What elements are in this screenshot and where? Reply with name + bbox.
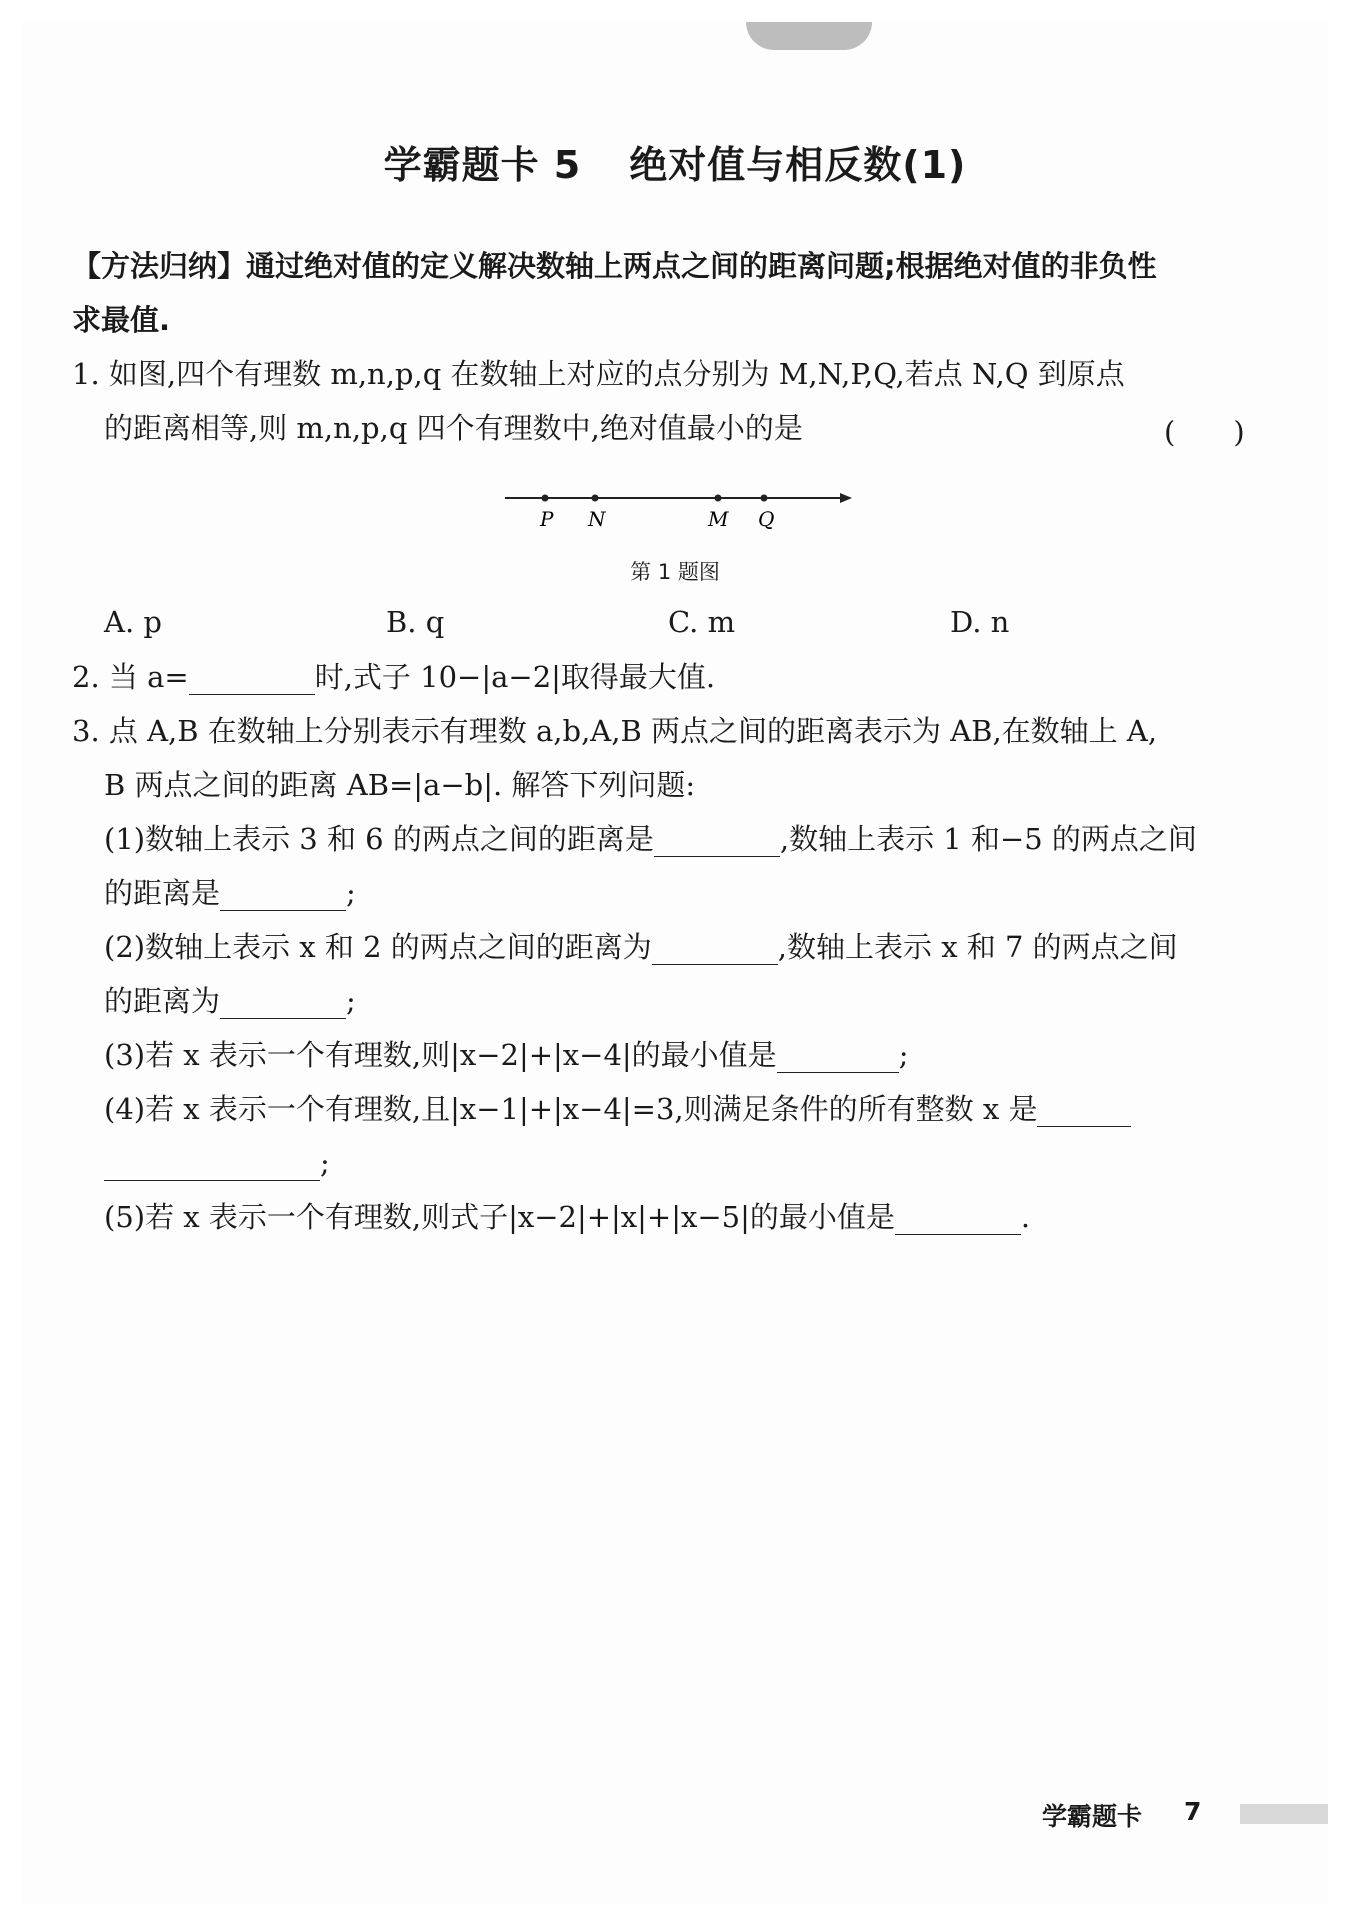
point-m-label: M xyxy=(708,507,729,531)
q3-part2-line xyxy=(104,929,1178,965)
page-title xyxy=(0,134,1350,189)
q3-part1-blank-1[interactable] xyxy=(654,826,780,857)
point-q-label: Q xyxy=(758,507,775,531)
q3-part1-line-2 xyxy=(104,875,356,911)
point-p-dot xyxy=(542,495,549,502)
option-d: D. n xyxy=(950,605,1010,639)
method-line-1 xyxy=(72,248,1157,284)
q3-part4-blank-2[interactable] xyxy=(104,1150,320,1181)
q3-part5-text: (5)若 x 表示一个有理数,则式子|x−2|+|x|+|x−5|的最小值是 xyxy=(104,1200,895,1234)
point-p-label: P xyxy=(540,507,554,531)
q2-blank[interactable] xyxy=(189,664,315,695)
q3-part2-blank-2[interactable] xyxy=(220,988,346,1019)
q3-part2-line-2 xyxy=(104,983,356,1019)
title-number: 学霸题卡 5 xyxy=(383,143,582,187)
q3-part1-blank-2[interactable] xyxy=(220,880,346,911)
q3-part1-text: (1)数轴上表示 3 和 6 的两点之间的距离是 xyxy=(104,822,654,856)
footer-bar-decoration xyxy=(1240,1804,1328,1824)
top-tab-decoration xyxy=(746,22,872,50)
method-line-2: 求最值. xyxy=(72,303,171,337)
q3-part2-text-3: 的距离为 xyxy=(104,984,221,1018)
number-line-figure xyxy=(500,480,860,540)
title-text: 绝对值与相反数(1) xyxy=(629,143,967,187)
q2-after: 时,式子 10−|a−2|取得最大值. xyxy=(314,660,716,694)
q3-part5-period: . xyxy=(1020,1200,1031,1234)
option-c: C. m xyxy=(668,605,736,639)
q3-part1-text-3: 的距离是 xyxy=(104,876,221,910)
option-a: A. p xyxy=(104,605,162,639)
q3-part1-text-2: ,数轴上表示 1 和−5 的两点之间 xyxy=(779,822,1197,856)
point-m-dot xyxy=(715,495,722,502)
q1-line-2: 的距离相等,则 m,n,p,q 四个有理数中,绝对值最小的是 xyxy=(104,411,803,445)
option-b: B. q xyxy=(386,605,445,639)
q1-line-1: 1. 如图,四个有理数 m,n,p,q 在数轴上对应的点分别为 M,N,P,Q,若点 N,Q 到原点 xyxy=(72,357,1125,391)
q3-line-2: B 两点之间的距离 AB=|a−b|. 解答下列问题: xyxy=(104,768,696,802)
q3-part1-semicolon: ; xyxy=(346,876,356,910)
number-line-arrow xyxy=(840,493,852,503)
q3-part3-blank[interactable] xyxy=(777,1042,899,1073)
figure-caption: 第 1 题图 xyxy=(630,560,720,584)
q3-part5-blank[interactable] xyxy=(895,1204,1021,1235)
q3-part4-line-2 xyxy=(104,1145,330,1181)
point-n-label: N xyxy=(588,507,606,531)
footer-label: 学霸题卡 xyxy=(1042,1802,1143,1831)
q2-before: 2. 当 a= xyxy=(72,660,189,694)
method-label: 【方法归纳】 xyxy=(72,249,247,283)
q3-part3-line xyxy=(104,1037,908,1073)
q2-line xyxy=(72,659,715,695)
method-text-1: 通过绝对值的定义解决数轴上两点之间的距离问题;根据绝对值的非负性 xyxy=(246,249,1157,283)
q3-part1-line xyxy=(104,821,1197,857)
q3-part2-semicolon: ; xyxy=(346,984,356,1018)
q3-part2-text-2: ,数轴上表示 x 和 7 的两点之间 xyxy=(777,930,1178,964)
q3-part5-line xyxy=(104,1199,1030,1235)
point-n-dot xyxy=(592,495,599,502)
q3-part4-text: (4)若 x 表示一个有理数,且|x−1|+|x−4|=3,则满足条件的所有整数 x 是 xyxy=(104,1092,1038,1126)
q1-answer-paren: ( ) xyxy=(1164,415,1245,449)
q3-part4-semicolon: ; xyxy=(320,1146,330,1180)
point-q-dot xyxy=(761,495,768,502)
q3-part3-semicolon: ; xyxy=(898,1038,909,1072)
q3-part2-blank-1[interactable] xyxy=(652,934,778,965)
q3-part4-line xyxy=(104,1091,1131,1127)
q3-part3-text: (3)若 x 表示一个有理数,则|x−2|+|x−4|的最小值是 xyxy=(104,1038,777,1072)
q3-part4-blank-1[interactable] xyxy=(1037,1096,1131,1127)
q3-part2-text: (2)数轴上表示 x 和 2 的两点之间的距离为 xyxy=(104,930,652,964)
q3-line-1: 3. 点 A,B 在数轴上分别表示有理数 a,b,A,B 两点之间的距离表示为 AB,在数轴上 A, xyxy=(72,714,1158,748)
footer-page-number: 7 xyxy=(1184,1797,1202,1826)
